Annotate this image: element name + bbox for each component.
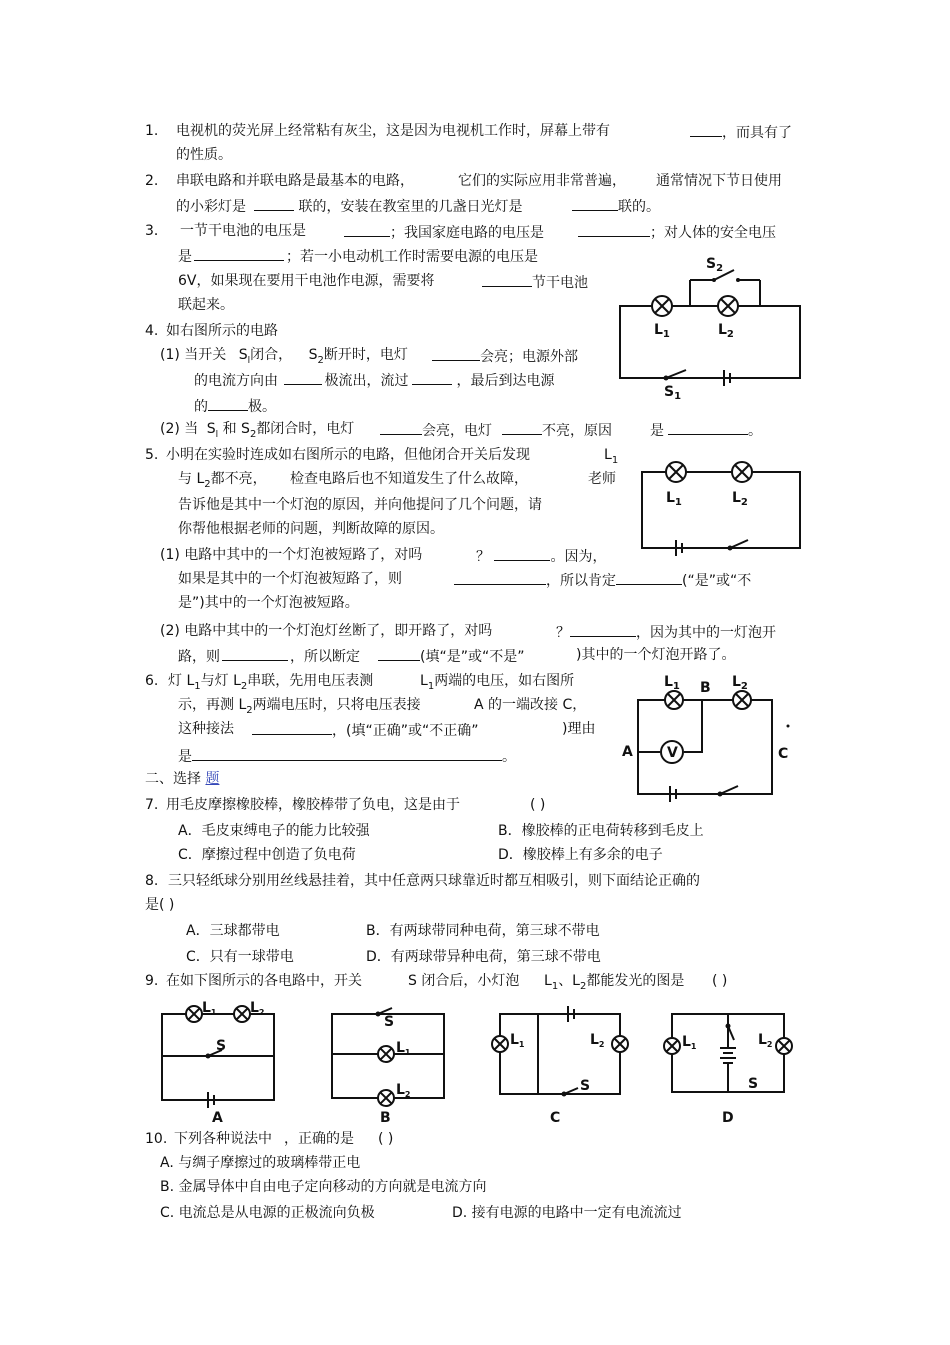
q1-line1 [145, 122, 158, 140]
q4-circuit-diagram [610, 250, 810, 400]
q6-switch [718, 786, 741, 797]
q2-blank-1[interactable] [254, 196, 294, 211]
q9c-battery [566, 1006, 578, 1022]
q9-diagram-a[interactable] [152, 1000, 282, 1126]
q7-number: 7. [145, 797, 159, 813]
q3-line2: 是 ；若一小电动机工作时需要电源的电压是 [178, 246, 538, 266]
q9b-label-s: S [384, 1014, 395, 1030]
q3-blank-1[interactable] [344, 222, 390, 237]
q5-blank-3[interactable] [616, 570, 682, 585]
q3-line1-end: ；对人体的安全电压 [578, 222, 776, 242]
q7-answer-paren: ( ) [530, 797, 546, 813]
q8-option-c[interactable]: C．只有一球带电 [186, 949, 294, 965]
q6-blank-2[interactable] [192, 746, 502, 761]
q9-stem-c: $L_1$、$L_2$都能发光的图是 [544, 973, 685, 992]
q9a-battery [206, 1092, 218, 1108]
q5-p1-line3: 是”)其中的一个灯泡被短路。 [178, 595, 359, 611]
q9c-lamp-l1 [492, 1036, 508, 1052]
q9d-label-l1: $L_1$ [682, 1034, 697, 1051]
q5-circuit-diagram [636, 450, 806, 560]
q7-option-d[interactable]: D．橡胶棒上有多余的电子 [498, 847, 663, 863]
q9c-lamp-l2 [612, 1036, 628, 1052]
q1-number: 1. [145, 123, 159, 139]
q4-label-s1: $S_1$ [664, 384, 682, 402]
q2-line1a: 串联电路和并联电路是最基本的电路， [176, 173, 414, 189]
q6-number: 6. [145, 673, 159, 689]
q8-option-d[interactable]: D．有两球带异种电荷，第三球不带电 [366, 949, 601, 965]
q9-diagram-d[interactable] [662, 1000, 802, 1126]
q4-number: 4. [145, 323, 159, 339]
q3-blank-2[interactable] [578, 222, 650, 237]
q9c-label-l2: $L_2$ [590, 1032, 605, 1049]
q9-stem-b: S 闭合后，小灯泡 [408, 973, 520, 989]
q5-label-l2: $L_2$ [732, 490, 748, 508]
q5-blank-2[interactable] [454, 570, 546, 585]
q4-lamp-l1 [652, 296, 672, 316]
q6-label-a: A [622, 744, 633, 760]
q5-switch [728, 540, 751, 551]
q4-p1-line3: 的 极。 [194, 396, 276, 416]
q9d-lamp-l1 [664, 1038, 680, 1054]
q9c-caption: C [550, 1110, 561, 1126]
q4-blank-4[interactable] [208, 396, 248, 411]
q2-line1c: 通常情况下节日使用 [656, 173, 782, 189]
q9c-label-l1: $L_1$ [510, 1032, 525, 1049]
q6-label-l2: $L_2$ [732, 674, 748, 692]
q8-line2: 是( ) [145, 897, 175, 913]
q2-blank-2[interactable] [572, 196, 618, 211]
q6-lamp-l1 [665, 691, 683, 709]
q10-option-d[interactable]: D. 接有电源的电路中一定有电流流过 [452, 1205, 682, 1221]
q1-text: 电视机的荧光屏上经常粘有灰尘，这是因为电视机工作时，屏幕上带有 [176, 123, 610, 139]
q9c-label-s: S [580, 1078, 591, 1094]
q9a-lamp-l1 [186, 1006, 202, 1022]
q5-p1-line1: (1) 电路中其中的一个灯泡被短路了，对吗 [160, 547, 423, 563]
q5-blank-1[interactable] [494, 546, 550, 561]
q2-line2: 的小彩灯是 联的，安装在教室里的几盏日光灯是 [176, 196, 522, 216]
q9b-label-l1: $L_1$ [396, 1040, 411, 1057]
q2-line2-end: 联的。 [572, 196, 660, 216]
q5-line2b: 检查电路后也不知道发生了什么故障， [290, 471, 528, 487]
q6-lamp-l2 [733, 691, 751, 709]
q5-p2-line2-end: (填“是”或“不是” [378, 646, 524, 666]
q5-battery [674, 540, 684, 556]
q6-line2-end: A 的一端改接 C， [474, 697, 587, 713]
q10-option-c[interactable]: C. 电流总是从电源的正极流向负极 [160, 1205, 375, 1221]
q9-diagram-c[interactable] [492, 1000, 632, 1126]
q9b-label-l2: $L_2$ [396, 1082, 411, 1099]
q5-blank-5[interactable] [222, 646, 288, 661]
q1-line1-end: ，而具有了 [690, 122, 792, 142]
q4-p2-line-end: 是 。 [650, 420, 762, 440]
q7-option-b[interactable]: B．橡胶棒的正电荷转移到毛皮上 [498, 823, 704, 839]
q4-blank-5[interactable] [380, 420, 422, 435]
q6-label-l1: $L_1$ [664, 674, 680, 692]
q4-s2-contact [736, 278, 740, 282]
q9d-label-l2: $L_2$ [758, 1032, 773, 1049]
q6-line1: 灯 $L_1$与灯 $L_2$串联，先用电压表测 [168, 673, 374, 692]
q3-blank-3[interactable] [194, 246, 284, 261]
q5-line2c: 老师 [588, 471, 616, 487]
q5-line1: 小明在实验时连成如右图所示的电路，但他闭合开关后发现 [166, 447, 530, 463]
q9b-lamp-l1 [378, 1046, 394, 1062]
q3-line1: 一节干电池的电压是 [180, 223, 306, 239]
q4-lamp-l2 [718, 296, 738, 316]
q4-p2-line: (2) 当 $S_l$ 和 $S_2$都闭合时，电灯 [160, 421, 355, 440]
q1-line2: 的性质。 [176, 147, 232, 163]
q3-line3: 6V，如果现在要用干电池作电源，需要将 [178, 273, 435, 289]
q3-line1-mid: ；我国家庭电路的电压是 [344, 222, 544, 242]
q7-stem: 用毛皮摩擦橡胶棒，橡胶棒带了负电，这是由于 [166, 797, 460, 813]
q9d-label-s: S [748, 1076, 759, 1092]
q4-title: 如右图所示的电路 [166, 323, 278, 339]
q9a-caption: A [212, 1110, 223, 1126]
q9d-battery [720, 1040, 736, 1072]
q6-circuit-diagram [618, 670, 798, 805]
q4-blank-6[interactable] [502, 420, 542, 435]
q4-p1-line2: 的电流方向由 极流出，流过 ，最后到达电源 [194, 370, 554, 390]
q6-line3-mid: ，(填“正确”或“不正确” [252, 720, 478, 740]
q4-p1-line1-end: 会亮；电源外部 [432, 346, 578, 366]
q5-blank-6[interactable] [378, 646, 420, 661]
q4-s2-pivot [712, 278, 716, 282]
q5-p1-line2: 如果是其中的一个灯泡被短路了，则 [178, 571, 402, 587]
q5-line1-l1: $L_1$ [604, 447, 619, 466]
q4-blank-2[interactable] [284, 370, 322, 385]
q4-blank-7[interactable] [668, 420, 748, 435]
q9-number: 9. [145, 973, 159, 989]
q7-option-a[interactable]: A．毛皮束缚电子的能力比较强 [178, 823, 370, 839]
q6-line3: 这种接法 [178, 721, 234, 737]
q5-line3: 告诉他是其中一个灯泡的原因，并向他提问了几个问题，请 [178, 497, 542, 513]
q9-stem-a: 在如下图所示的各电路中，开关 [166, 973, 362, 989]
section-2-heading: 二、选择 题 [145, 771, 220, 787]
q3-number: 3． [145, 223, 168, 239]
q6-line3-end: )理由 [562, 721, 596, 737]
q5-number: 5. [145, 447, 159, 463]
q9a-label-s: S [216, 1038, 227, 1054]
q6-label-b: B [700, 680, 711, 696]
q10-option-a[interactable]: A. 与绸子摩擦过的玻璃棒带正电 [160, 1155, 361, 1171]
q10-option-b[interactable]: B. 金属导体中自由电子定向移动的方向就是电流方向 [160, 1179, 487, 1195]
q8-option-a[interactable]: A．三球都带电 [186, 923, 280, 939]
q6-mark-dot [787, 725, 790, 728]
q4-p1-line1: (1) 当开关 $S_l$闭合， $S_2$断开时，电灯 [160, 347, 408, 366]
q3-blank-4[interactable] [482, 272, 532, 287]
q7-option-c[interactable]: C．摩擦过程中创造了负电荷 [178, 847, 356, 863]
q6-line2: 示，再测 $L_2$两端电压时，只将电压表接 [178, 697, 421, 716]
q4-label-l1: $L_1$ [654, 322, 670, 340]
q4-switch-s1 [660, 370, 688, 381]
q5-p2-line2: 路，则 ，所以断定 [178, 646, 360, 666]
section-2-link[interactable]: 题 [205, 771, 220, 787]
q5-label-l1: $L_1$ [666, 490, 682, 508]
q9d-switch [726, 1024, 735, 1041]
q9-answer-paren: ( ) [712, 973, 728, 989]
q3-line4: 联起来。 [178, 297, 234, 313]
q5-lamp-l2 [732, 462, 752, 482]
q2-line1b: 它们的实际应用非常普遍， [458, 173, 626, 189]
q4-label-s2: $S_2$ [706, 256, 724, 274]
q5-line4: 你帮他根据老师的问题，判断故障的原因。 [178, 521, 444, 537]
q4-blank-1[interactable] [432, 346, 480, 361]
q9c-switch [562, 1088, 579, 1097]
q6-line1-end: $L_1$两端的电压，如右图所 [420, 673, 575, 692]
q5-line2: 与 $L_2$都不亮， [178, 471, 267, 490]
q1-blank-1[interactable] [690, 122, 722, 137]
q6-label-c: C [778, 746, 789, 762]
q9-diagram-b[interactable] [322, 1000, 452, 1126]
q6-line4: 是 。 [178, 746, 516, 766]
q10-answer-paren: ( ) [378, 1131, 394, 1147]
q6-battery [668, 786, 678, 802]
q9d-caption: D [722, 1110, 734, 1126]
q5-blank-4[interactable] [570, 622, 636, 637]
q3-line3-end: 节干电池 [482, 272, 588, 292]
q5-lamp-l1 [666, 462, 686, 482]
q5-p1-line2-end: ，所以肯定 (“是”或“不 [454, 570, 751, 590]
q6-voltmeter [661, 741, 683, 763]
svg-text:V: V [667, 745, 678, 761]
q6-blank-1[interactable] [252, 720, 332, 735]
q4-label-l2: $L_2$ [718, 322, 734, 340]
q5-p1-line1-end: ？ 。因为， [476, 546, 606, 566]
q9d-lamp-l2 [776, 1038, 792, 1054]
q5-p2-line1: (2) 电路中其中的一个灯泡灯丝断了，即开路了，对吗 [160, 623, 493, 639]
q9a-label-l2: $L_2$ [250, 1000, 265, 1017]
q10-stem: 下列各种说法中 ，正确的是 [174, 1131, 354, 1147]
q4-p2-line-mid: 会亮，电灯 不亮，原因 [380, 420, 612, 440]
q4-battery [722, 370, 732, 386]
q5-p2-line2-end2: )其中的一个灯泡开路了。 [576, 647, 736, 663]
q8-number: 8. [145, 873, 159, 889]
q8-line1: 三只轻纸球分别用丝线悬挂着，其中任意两只球靠近时都互相吸引，则下面结论正确的 [168, 873, 700, 889]
q9b-lamp-l2 [378, 1090, 394, 1106]
q10-number: 10. [145, 1131, 168, 1147]
q9b-caption: B [380, 1110, 391, 1126]
q9a-lamp-l2 [234, 1006, 250, 1022]
q2-number: 2. [145, 173, 159, 189]
q4-blank-3[interactable] [412, 370, 452, 385]
q8-option-b[interactable]: B．有两球带同种电荷，第三球不带电 [366, 923, 600, 939]
q5-p2-line1-end: ？ ，因为其中的一灯泡开 [556, 622, 776, 642]
q9a-label-l1: $L_1$ [202, 1000, 217, 1017]
